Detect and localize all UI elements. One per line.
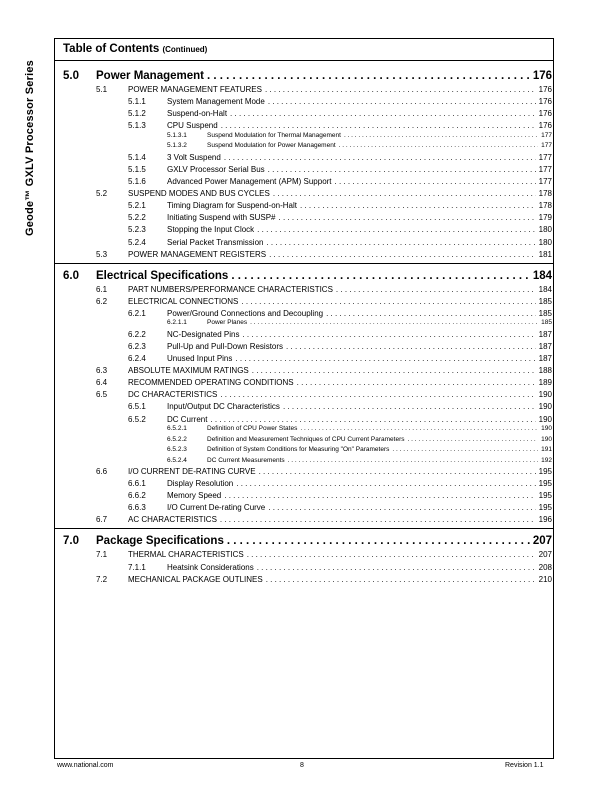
toc-entry-title: MECHANICAL PACKAGE OUTLINES — [128, 574, 263, 584]
toc-entry-line — [96, 270, 552, 282]
dot-leader — [273, 189, 536, 198]
dot-leader — [283, 402, 536, 411]
toc-entry-number: 6.2 — [96, 296, 108, 306]
toc-entry-page: 190 — [538, 402, 552, 412]
toc-entry-line — [128, 366, 552, 375]
toc-entry-line — [128, 297, 552, 306]
toc-entry-number: 5.2.1 — [128, 201, 146, 211]
section-divider — [54, 528, 554, 529]
toc-entry-title: DC CHARACTERISTICS — [128, 390, 218, 400]
toc-entry-page: 181 — [538, 249, 552, 259]
toc-entry-page: 207 — [538, 550, 552, 560]
toc-entry-page: 191 — [541, 446, 552, 453]
section-divider — [54, 263, 554, 264]
toc-entry-title: Definition and Measurement Techniques of CPU Current Parameters — [207, 435, 405, 443]
toc-entry-line — [167, 479, 552, 488]
toc-entry-number: 6.5.2 — [128, 414, 146, 424]
toc-entry-number: 5.2.3 — [128, 225, 146, 235]
toc-entry-number: 6.0 — [63, 269, 79, 282]
toc-entry-number: 7.1.1 — [128, 562, 146, 572]
toc-entry-page: 185 — [541, 319, 552, 327]
toc-entry-number: 7.2 — [96, 574, 108, 584]
toc-entry-line — [167, 213, 552, 222]
toc-entry-page: 189 — [538, 378, 552, 388]
toc-entry-page: 185 — [538, 296, 552, 306]
toc-entry-title: DC Current Measurements — [207, 456, 285, 464]
toc-entry-title: Definition of System Conditions for Measuring "On" Parameters — [207, 446, 390, 453]
toc-entry-line — [167, 238, 552, 247]
toc-entry-number: 6.1 — [96, 284, 108, 294]
page-number: 8 — [300, 762, 304, 769]
toc-entry-line — [207, 457, 552, 464]
toc-entry-page: 187 — [538, 354, 552, 363]
dot-leader — [236, 479, 535, 488]
dot-leader — [268, 165, 536, 174]
toc-entry-number: 5.0 — [63, 70, 79, 82]
toc-entry-number: 5.1.1 — [128, 97, 146, 107]
toc-entry-page: 208 — [538, 562, 552, 572]
footer-url[interactable]: www.national.com — [57, 762, 114, 769]
toc-entry-number: 6.2.4 — [128, 354, 146, 363]
toc-entry-title: SUSPEND MODES AND BUS CYCLES — [128, 189, 270, 199]
toc-entry-page: 177 — [538, 152, 552, 162]
toc-entry-title: Suspend-on-Halt — [167, 109, 228, 119]
dot-leader — [279, 213, 536, 222]
dot-leader — [235, 354, 535, 363]
toc-entry-page: 176 — [538, 97, 552, 107]
dot-leader — [392, 446, 538, 453]
toc-entry-page: 195 — [538, 479, 552, 489]
toc-entry-number: 6.2.3 — [128, 341, 146, 351]
toc-entry-number: 6.2.1.1 — [167, 319, 187, 327]
toc-entry-line — [128, 575, 552, 584]
toc-entry-number: 5.1.3.2 — [167, 142, 187, 150]
toc-entry-title: Stopping the Input Clock — [167, 225, 255, 235]
toc-entry-title: PART NUMBERS/PERFORMANCE CHARACTERISTICS — [128, 284, 333, 294]
toc-entry-line — [207, 132, 552, 139]
toc-entry-number: 6.5.2.3 — [167, 446, 187, 453]
toc-entry-line — [207, 446, 552, 453]
toc-entry-number: 7.1 — [96, 550, 108, 560]
toc-entry-number: 5.1.3 — [128, 121, 146, 131]
dot-leader — [300, 425, 538, 432]
toc-entry-number: 5.1.2 — [128, 109, 146, 119]
toc-entry-line — [167, 491, 552, 500]
dot-leader — [220, 515, 536, 524]
dot-leader — [210, 415, 535, 424]
toc-entry-title: NC-Designated Pins — [167, 329, 240, 339]
toc-entry-page: 176 — [532, 70, 552, 82]
toc-entry-title: Definition of CPU Power States — [207, 425, 298, 432]
toc-entry-number: 6.3 — [96, 366, 108, 376]
toc-entry-line — [96, 70, 552, 82]
toc-entry-line — [128, 285, 552, 294]
toc-entry-title: I/O CURRENT DE-RATING CURVE — [128, 467, 256, 476]
toc-entry-line — [128, 390, 552, 399]
toc-entry-title: Serial Packet Transmission — [167, 237, 264, 247]
toc-entry-title: I/O Current De-rating Curve — [167, 503, 266, 513]
toc-entry-number: 6.7 — [96, 515, 108, 525]
toc-entry-page: 176 — [538, 85, 552, 94]
toc-entry-title: Power Planes — [207, 319, 248, 327]
toc-entry-line — [167, 153, 552, 162]
toc-entry-title: System Management Mode — [167, 97, 265, 107]
footer-divider — [54, 758, 554, 759]
toc-entry-title: Timing Diagram for Suspend-on-Halt — [167, 201, 297, 211]
dot-leader — [252, 366, 536, 375]
dot-leader — [259, 467, 536, 476]
toc-entry-line — [128, 250, 552, 259]
toc-entry-page: 178 — [538, 201, 552, 211]
toc-entry-title: Unused Input Pins — [167, 354, 233, 363]
dot-leader — [339, 142, 539, 149]
toc-entry-line — [128, 378, 552, 387]
toc-entry-title: Suspend Modulation for Power Management — [207, 142, 336, 150]
dot-leader — [247, 550, 536, 559]
toc-entry-title: Heatsink Considerations — [167, 562, 254, 572]
toc-entry-title: Suspend Modulation for Thermal Management — [207, 131, 341, 139]
toc-entry-title: AC CHARACTERISTICS — [128, 515, 217, 525]
dot-leader — [227, 535, 530, 547]
toc-entry-page: 176 — [538, 121, 552, 131]
toc-title: Table of Contents — [63, 43, 160, 55]
dot-leader — [266, 238, 535, 247]
sidebar-title: Geode™ GXLV Processor Series — [24, 60, 36, 236]
toc-entry-page: 188 — [538, 366, 552, 376]
dot-leader — [221, 121, 536, 130]
sidebar — [14, 36, 54, 236]
toc-entry-number: 5.1.4 — [128, 152, 146, 162]
toc-entry-number: 6.2.1 — [128, 308, 146, 318]
toc-entry-number: 5.1 — [96, 85, 108, 94]
toc-entry-title: Pull-Up and Pull-Down Resistors — [167, 341, 284, 351]
dot-leader — [269, 250, 536, 259]
toc-entry-page: 177 — [541, 142, 552, 150]
toc-entry-page: 185 — [538, 308, 552, 318]
dot-leader — [266, 575, 536, 584]
revision-label: Revision 1.1 — [505, 762, 544, 769]
toc-entry-number: 5.1.5 — [128, 164, 146, 174]
toc-entry-page: 190 — [538, 414, 552, 424]
toc-entry-number: 7.0 — [63, 535, 79, 548]
toc-entry-page: 177 — [538, 177, 552, 186]
toc-entry-number: 6.6.1 — [128, 479, 146, 489]
toc-entry-title: Display Resolution — [167, 479, 234, 489]
title-divider — [54, 60, 554, 61]
toc-entry-page: 195 — [538, 503, 552, 513]
toc-entry-page: 190 — [541, 435, 552, 443]
toc-entry-page: 177 — [538, 164, 552, 174]
toc-entry-line — [128, 85, 552, 94]
dot-leader — [207, 70, 530, 82]
dot-leader — [297, 378, 536, 387]
toc-entry-line — [167, 109, 552, 118]
toc-entry-line — [207, 436, 552, 443]
toc-entry-line — [128, 515, 552, 524]
dot-leader — [336, 285, 536, 294]
page-title — [63, 43, 207, 55]
toc-entry-line — [167, 563, 552, 572]
toc-entry-line — [128, 550, 552, 559]
toc-entry-line — [167, 415, 552, 424]
dot-leader — [231, 270, 530, 282]
toc-entry-title: Power Management — [96, 70, 204, 82]
toc-entry-number: 6.5.2.4 — [167, 456, 187, 464]
toc-entry-title: POWER MANAGEMENT FEATURES — [128, 85, 262, 94]
dot-leader — [220, 390, 535, 399]
toc-entry-title: Initiating Suspend with SUSP# — [167, 213, 276, 223]
toc-entry-title: RECOMMENDED OPERATING CONDITIONS — [128, 378, 294, 388]
toc-entry-number: 6.6 — [96, 467, 108, 476]
toc-entry-title: POWER MANAGEMENT REGISTERS — [128, 249, 267, 259]
toc-entry-title: GXLV Processor Serial Bus — [167, 164, 265, 174]
toc-entry-number: 6.5.2.1 — [167, 425, 187, 432]
toc-entry-number: 6.2.2 — [128, 329, 146, 339]
toc-entry-line — [167, 165, 552, 174]
toc-entry-line — [167, 354, 552, 363]
toc-entry-page: 190 — [538, 390, 552, 400]
dot-leader — [242, 330, 535, 339]
toc-entry-number: 5.2 — [96, 189, 108, 199]
dot-leader — [250, 319, 538, 326]
dot-leader — [257, 225, 535, 234]
toc-entry-number: 6.5.2.2 — [167, 435, 187, 443]
dot-leader — [265, 85, 536, 94]
toc-entry-number: 6.6.2 — [128, 491, 146, 501]
toc-entry-number: 5.1.6 — [128, 177, 146, 186]
toc-entry-line — [167, 177, 552, 186]
toc-entry-page: 195 — [538, 467, 552, 476]
toc-entry-line — [96, 535, 552, 547]
toc-entry-line — [167, 309, 552, 318]
dot-leader — [286, 342, 536, 351]
toc-entry-page: 180 — [538, 237, 552, 247]
dot-leader — [224, 153, 536, 162]
toc-entry-number: 6.5 — [96, 390, 108, 400]
dot-leader — [300, 201, 536, 210]
toc-entry-title: ABSOLUTE MAXIMUM RATINGS — [128, 366, 249, 376]
toc-entry-line — [167, 342, 552, 351]
toc-entry-line — [207, 142, 552, 149]
dot-leader — [344, 132, 538, 139]
dot-leader — [268, 97, 536, 106]
toc-entry-title: ELECTRICAL CONNECTIONS — [128, 296, 239, 306]
toc-entry-page: 192 — [541, 456, 552, 464]
toc-entry-line — [167, 201, 552, 210]
toc-entry-line — [207, 425, 552, 432]
toc-entry-page: 187 — [538, 329, 552, 339]
dot-leader — [408, 436, 539, 443]
dot-leader — [335, 177, 536, 186]
toc-entry-number: 5.2.2 — [128, 213, 146, 223]
toc-entry-page: 210 — [538, 574, 552, 584]
toc-entry-page: 207 — [532, 535, 552, 548]
toc-entry-title: THERMAL CHARACTERISTICS — [128, 550, 244, 560]
dot-leader — [257, 563, 536, 572]
toc-entry-line — [128, 467, 552, 476]
toc-entry-number: 6.5.1 — [128, 402, 146, 412]
toc-entry-number: 6.4 — [96, 378, 108, 388]
toc-title-note: (Continued) — [162, 45, 208, 54]
toc-entry-line — [167, 225, 552, 234]
dot-leader — [230, 109, 536, 118]
toc-entry-line — [207, 319, 552, 326]
toc-entry-page: 195 — [538, 491, 552, 501]
toc-entry-title: Advanced Power Management (APM) Support — [167, 177, 332, 186]
toc-entry-title: Package Specifications — [96, 535, 224, 548]
toc-entry-number: 5.1.3.1 — [167, 131, 187, 139]
toc-entry-title: Input/Output DC Characteristics — [167, 402, 280, 412]
toc-entry-title: Power/Ground Connections and Decoupling — [167, 308, 324, 318]
dot-leader — [268, 503, 535, 512]
toc-entry-line — [167, 503, 552, 512]
dot-leader — [326, 309, 536, 318]
dot-leader — [288, 457, 538, 464]
toc-entry-page: 177 — [541, 131, 552, 139]
toc-entry-number: 6.6.3 — [128, 503, 146, 513]
toc-entry-page: 178 — [538, 189, 552, 199]
toc-entry-page: 187 — [538, 341, 552, 351]
toc-entry-title: Electrical Specifications — [96, 269, 229, 282]
toc-entry-title: DC Current — [167, 414, 208, 424]
toc-entry-page: 184 — [538, 284, 552, 294]
toc-entry-title: 3 Volt Suspend — [167, 152, 221, 162]
toc-entry-line — [167, 330, 552, 339]
toc-entry-page: 196 — [538, 515, 552, 525]
toc-entry-title: Memory Speed — [167, 491, 222, 501]
toc-entry-page: 184 — [532, 269, 552, 282]
toc-entry-number: 5.2.4 — [128, 237, 146, 247]
toc-entry-title: CPU Suspend — [167, 121, 218, 131]
toc-entry-number: 5.3 — [96, 249, 108, 259]
toc-entry-line — [167, 97, 552, 106]
toc-entry-line — [167, 121, 552, 130]
dot-leader — [241, 297, 535, 306]
toc-entry-page: 190 — [541, 425, 552, 432]
toc-entry-page: 176 — [538, 109, 552, 119]
toc-entry-page: 180 — [538, 225, 552, 235]
dot-leader — [224, 491, 535, 500]
toc-entry-page: 179 — [538, 213, 552, 223]
toc-entry-line — [128, 189, 552, 198]
toc-entry-line — [167, 402, 552, 411]
